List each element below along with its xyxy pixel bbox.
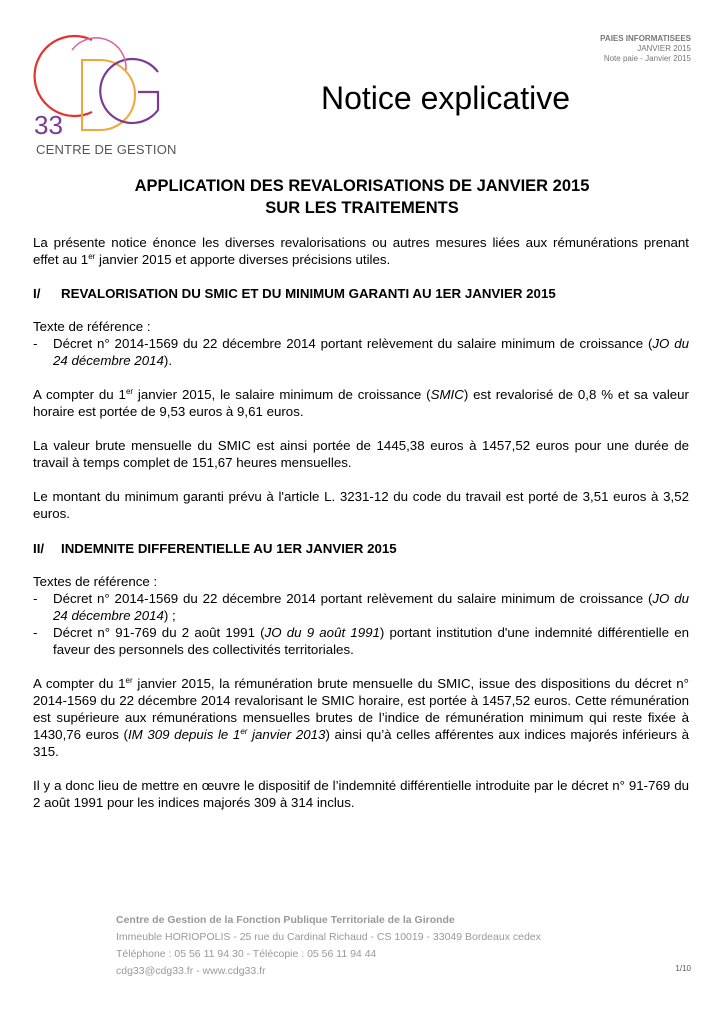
section-2-paragraph-2: Il y a donc lieu de mettre en œuvre le dispositif de l’indemnité différentielle introduite par le décret n° 91-769 du 2 août 1991 pour les indices majorés 309 à 314 inclus. xyxy=(33,778,689,810)
section-1-paragraph-1: A compter du 1er janvier 2015, le salaire minimum de croissance (SMIC) est revalorisé de 0,8 % et sa valeur horaire est portée de 9,53 euros à 9,61 euros. xyxy=(33,387,689,419)
page-number: 1/10 xyxy=(675,964,691,973)
main-title-line-2: SUR LES TRAITEMENTS xyxy=(265,199,459,217)
notice-title: Notice explicative xyxy=(321,80,570,116)
footer-org: Centre de Gestion de la Fonction Publique Territoriale de la Gironde xyxy=(116,914,455,926)
header-line-2: JANVIER 2015 xyxy=(637,44,691,53)
intro-paragraph: La présente notice énonce les diverses revalorisations ou autres mesures liées aux rémunérations prenant effet au 1er janvier 2015 et apporte diverses précisions utiles. xyxy=(33,235,689,267)
footer-address: Immeuble HORIOPOLIS - 25 rue du Cardinal Richaud - CS 10019 - 33049 Bordeaux cedex xyxy=(116,931,541,943)
section-2-ref-item-1: - Décret n° 2014-1569 du 22 décembre 2014 portant relèvement du salaire minimum de croissance (JO du 24 décembre 2014) ; xyxy=(33,591,689,623)
logo-subtitle: CENTRE DE GESTION xyxy=(36,142,177,157)
section-1-paragraph-2: La valeur brute mensuelle du SMIC est ainsi portée de 1445,38 euros à 1457,52 euros pour une durée de travail à temps complet de 151,67 heures mensuelles. xyxy=(33,438,689,470)
section-1-paragraph-3: Le montant du minimum garanti prévu à l'article L. 3231-12 du code du travail est porté de 3,51 euros à 3,52 euros. xyxy=(33,489,689,521)
main-title-line-1: APPLICATION DES REVALORISATIONS DE JANVIER 2015 xyxy=(134,177,590,195)
header-meta xyxy=(600,34,691,64)
header-line-3: Note paie - Janvier 2015 xyxy=(603,54,691,63)
section-1-number: I/ xyxy=(33,286,41,301)
cdg-monogram xyxy=(30,30,170,142)
logo-number: 33 xyxy=(34,110,63,140)
header-line-1: PAIES INFORMATISEES xyxy=(600,34,691,43)
section-1-heading xyxy=(33,285,689,302)
cdg33-logo xyxy=(30,30,177,160)
footer xyxy=(116,912,541,980)
section-2-heading xyxy=(33,540,689,557)
section-2-number: II/ xyxy=(33,541,45,556)
main-title xyxy=(0,175,724,219)
footer-contact: cdg33@cdg33.fr - www.cdg33.fr xyxy=(116,965,266,977)
section-2-ref-item-2: - Décret n° 91-769 du 2 août 1991 (JO du 9 août 1991) portant institution d'une indemnité différentielle en faveur des personnels des collectivités territoriales. xyxy=(33,625,689,657)
section-1-title: REVALORISATION DU SMIC ET DU MINIMUM GARANTI AU 1ER JANVIER 2015 xyxy=(61,286,556,301)
section-2-paragraph-1: A compter du 1er janvier 2015, la rémunération brute mensuelle du SMIC, issue des dispositions du décret n° 2014-1569 du 22 décembre 2014 revalorisant le SMIC horaire, est portée à 1457,52 euros. Cette rémunération est supérieure aux rémunérations mensuelles brutes de l’indice de rémunération minimum qui reste fixée à 1430,76 euros (IM 309 depuis le 1er janvier 2013) ainsi qu’à celles afférentes aux indices majorés inférieurs à 315. xyxy=(33,676,690,759)
document-body xyxy=(33,234,689,811)
section-1-ref-label: Texte de référence : xyxy=(33,319,151,334)
section-1-ref-item: - Décret n° 2014-1569 du 22 décembre 2014 portant relèvement du salaire minimum de croissance (JO du 24 décembre 2014). xyxy=(33,336,689,368)
section-2-ref-label: Textes de référence : xyxy=(33,574,158,589)
section-2-title: INDEMNITE DIFFERENTIELLE AU 1ER JANVIER 2015 xyxy=(61,541,397,556)
footer-phone: Téléphone : 05 56 11 94 30 - Télécopie : 05 56 11 94 44 xyxy=(116,948,377,960)
